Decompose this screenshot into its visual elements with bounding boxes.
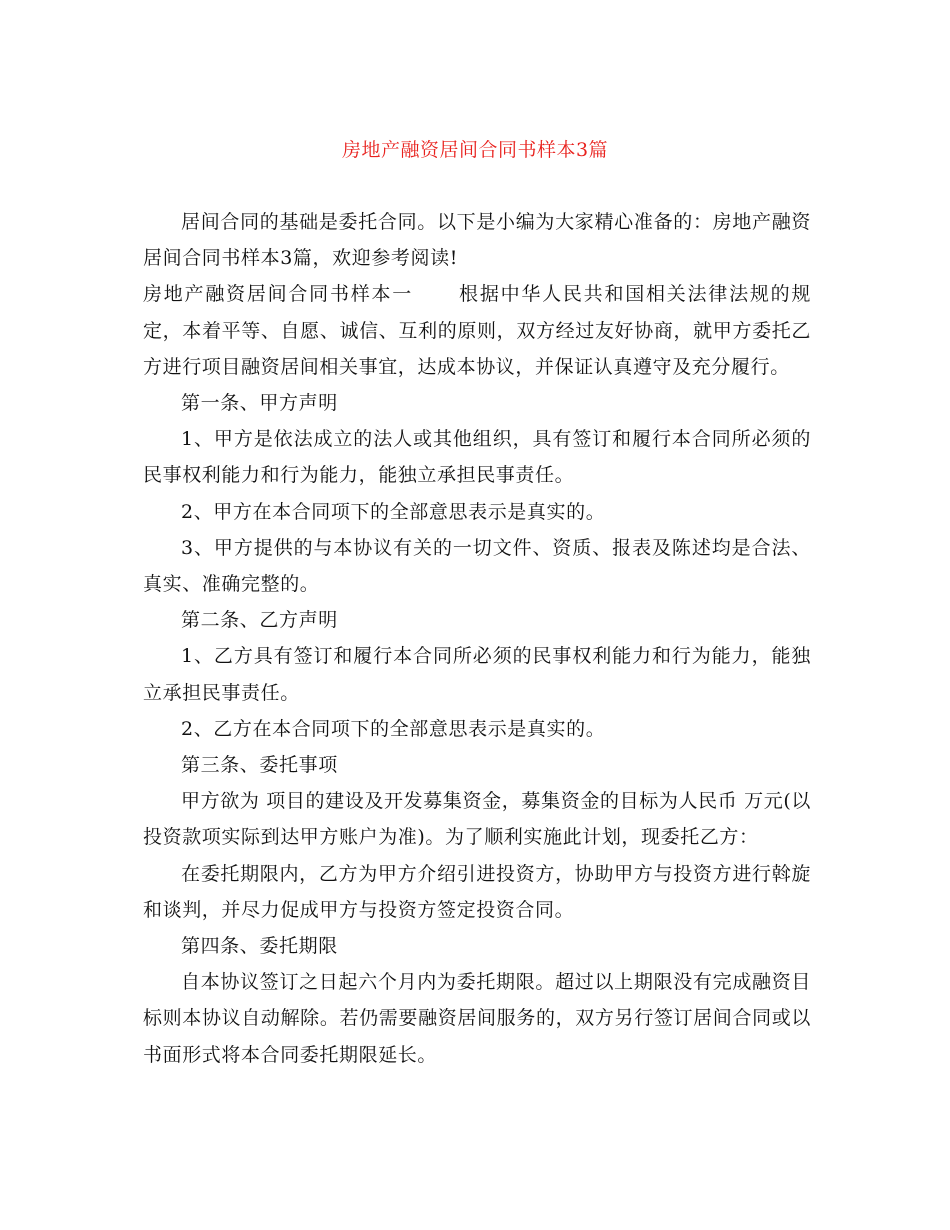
article-heading: 第二条、乙方声明 (181, 609, 338, 632)
article-heading: 第三条、委托事项 (181, 754, 338, 777)
article-paragraph: 自本协议签订之日起六个月内为委托期限。超过以上期限没有完成融资目标则本协议自动解除。若仍需要融资居间服务的，双方另行签订居间合同或以书面形式将本合同委托期限延长。 (143, 971, 811, 1066)
article-heading: 第四条、委托期限 (181, 935, 338, 958)
article-paragraph: 在委托期限内，乙方为甲方介绍引进投资方，协助甲方与投资方进行斡旋和谈判，并尽力促成甲方与投资方签定投资合同。 (143, 862, 811, 921)
article-heading: 第一条、甲方声明 (181, 392, 338, 415)
document-title: 房地产融资居间合同书样本3篇 (341, 139, 609, 161)
article-item: 1、乙方具有签订和履行本合同所必须的民事权利能力和行为能力，能独立承担民事责任。 (143, 645, 811, 704)
article-paragraph: 甲方欲为 项目的建设及开发募集资金，募集资金的目标为人民币 万元(以投资款项实际到达甲方账户为准)。为了顺利实施此计划，现委托乙方： (143, 790, 811, 849)
article-item: 3、甲方提供的与本协议有关的一切文件、资质、报表及陈述均是合法、真实、准确完整的。 (143, 536, 811, 596)
article-item: 2、甲方在本合同项下的全部意思表示是真实的。 (181, 500, 606, 523)
sample-one-paragraph (143, 276, 811, 385)
article-item: 2、乙方在本合同项下的全部意思表示是真实的。 (181, 717, 606, 740)
document-body (143, 204, 811, 1073)
preamble-text: 根据中华人民共和国相关法律法规的规定，本着平等、自愿、诚信、互利的原则，双方经过友好协商，就甲方委托乙方进行项目融资居间相关事宜，达成本协议，并保证认真遵守及充分履行。 (143, 283, 811, 378)
intro-paragraph: 居间合同的基础是委托合同。以下是小编为大家精心准备的：房地产融资居间合同书样本3篇，欢迎参考阅读! (143, 211, 811, 270)
article-item: 1、甲方是依法成立的法人或其他组织，具有签订和履行本合同所必须的民事权利能力和行为能力，能独立承担民事责任。 (143, 428, 811, 487)
sample-heading: 房地产融资居间合同书样本一 (143, 283, 414, 306)
